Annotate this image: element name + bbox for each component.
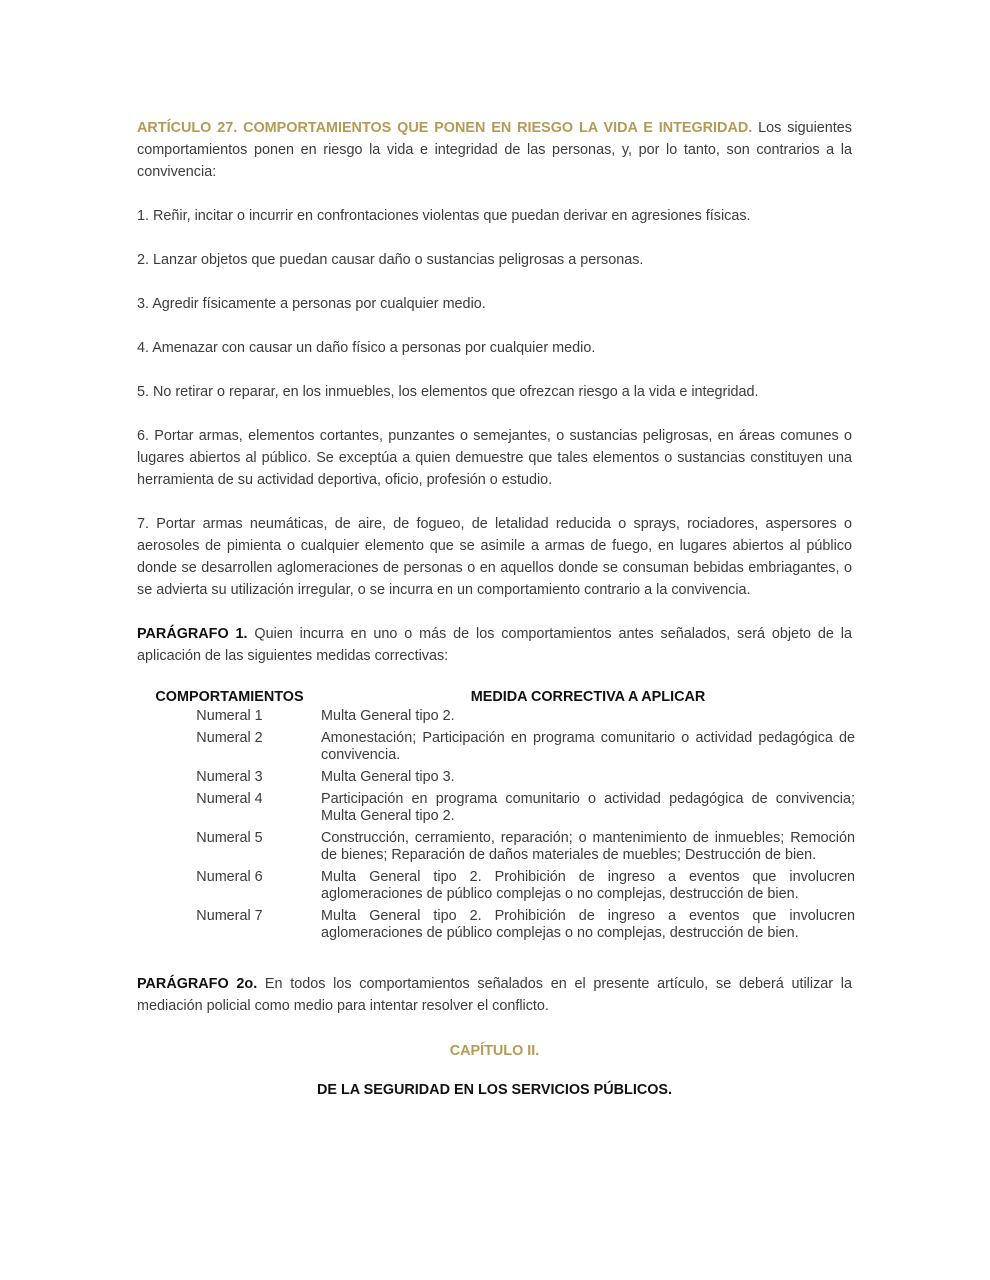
paragraph-1-label: PARÁGRAFO 1. [137,626,248,642]
numeral-cell: Numeral 6 [196,869,263,885]
numeral-cell: Numeral 2 [196,730,263,746]
numeral-cell: Numeral 5 [196,830,263,846]
numeral-cell: Numeral 3 [196,769,263,785]
table-row [154,908,855,947]
table-row [154,769,855,791]
medida-cell: Multa General tipo 2. Prohibición de ingreso a eventos que involucren aglomeraciones de público complejas o no complejas, destrucción de bien. [321,869,855,902]
article-intro-paragraph [137,117,852,183]
medida-cell: Construcción, cerramiento, reparación; o mantenimiento de inmuebles; Remoción de bienes; Reparación de daños materiales de muebles; Destrucción de bien. [321,830,855,863]
medida-cell: Multa General tipo 2. [321,708,455,724]
medida-cell: Amonestación; Participación en programa comunitario o actividad pedagógica de convivencia. [321,730,855,763]
list-item: 7. Portar armas neumáticas, de aire, de fogueo, de letalidad reducida o sprays, rociadores, aspersores o aerosoles de pimienta o cualquier elemento que se asimile a armas de fuego, en lugares abiertos al público donde se desarrollen aglomeraciones de personas o en aquellos donde se consuman bebidas embriagantes, o se advierta su utilización irregular, o se incurra en un comportamiento contrario a la convivencia. [137,516,852,598]
table-row [154,791,855,830]
header-comportamientos: COMPORTAMIENTOS [155,689,304,705]
header-medida: MEDIDA CORRECTIVA A APLICAR [470,689,706,705]
article-intro-text: Los siguientes comportamientos ponen en riesgo la vida e integridad de las personas, y, por lo tanto, son contrarios a la convivencia: [137,120,852,180]
document-page [137,117,855,1098]
medida-cell: Participación en programa comunitario o actividad pedagógica de convivencia; Multa General tipo 2. [321,791,855,824]
paragraph-1-text: Quien incurra en uno o más de los comportamientos antes señalados, será objeto de la aplicación de las siguientes medidas correctivas: [137,626,852,664]
table-row [154,708,855,730]
list-item: 1. Reñir, incitar o incurrir en confrontaciones violentas que puedan derivar en agresiones físicas. [137,208,751,224]
paragraph-1 [137,623,852,667]
medida-cell: Multa General tipo 3. [321,769,455,785]
numeral-cell: Numeral 1 [196,708,263,724]
medida-cell: Multa General tipo 2. Prohibición de ingreso a eventos que involucren aglomeraciones de público complejas o no complejas, destrucción de bien. [321,908,855,941]
paragraph-2-label: PARÁGRAFO 2o. [137,976,258,992]
chapter-title: CAPÍTULO II. [449,1043,540,1059]
list-item: 3. Agredir físicamente a personas por cualquier medio. [137,296,486,312]
table-row [154,730,855,769]
numeral-cell: Numeral 4 [196,791,263,807]
corrective-measures-table [154,689,855,947]
table-header-row [154,689,855,708]
article-heading: ARTÍCULO 27. COMPORTAMIENTOS QUE PONEN EN RIESGO LA VIDA E INTEGRIDAD. [137,120,753,136]
list-item: 5. No retirar o reparar, en los inmuebles, los elementos que ofrezcan riesgo a la vida e integridad. [137,384,759,400]
table-row [154,830,855,869]
list-item: 2. Lanzar objetos que puedan causar daño o sustancias peligrosas a personas. [137,252,644,268]
list-item: 6. Portar armas, elementos cortantes, punzantes o semejantes, o sustancias peligrosas, en áreas comunes o lugares abiertos al público. Se exceptúa a quien demuestre que tales elementos o sustancias constituyen una herramienta de su actividad deportiva, oficio, profesión o estudio. [137,428,852,488]
table-row [154,869,855,908]
list-item: 4. Amenazar con causar un daño físico a personas por cualquier medio. [137,340,596,356]
numeral-cell: Numeral 7 [196,908,263,924]
paragraph-2-text: En todos los comportamientos señalados en el presente artículo, se deberá utilizar la mediación policial como medio para intentar resolver el conflicto. [137,976,852,1014]
paragraph-2 [137,973,852,1017]
chapter-subtitle: DE LA SEGURIDAD EN LOS SERVICIOS PÚBLICOS. [316,1082,672,1098]
